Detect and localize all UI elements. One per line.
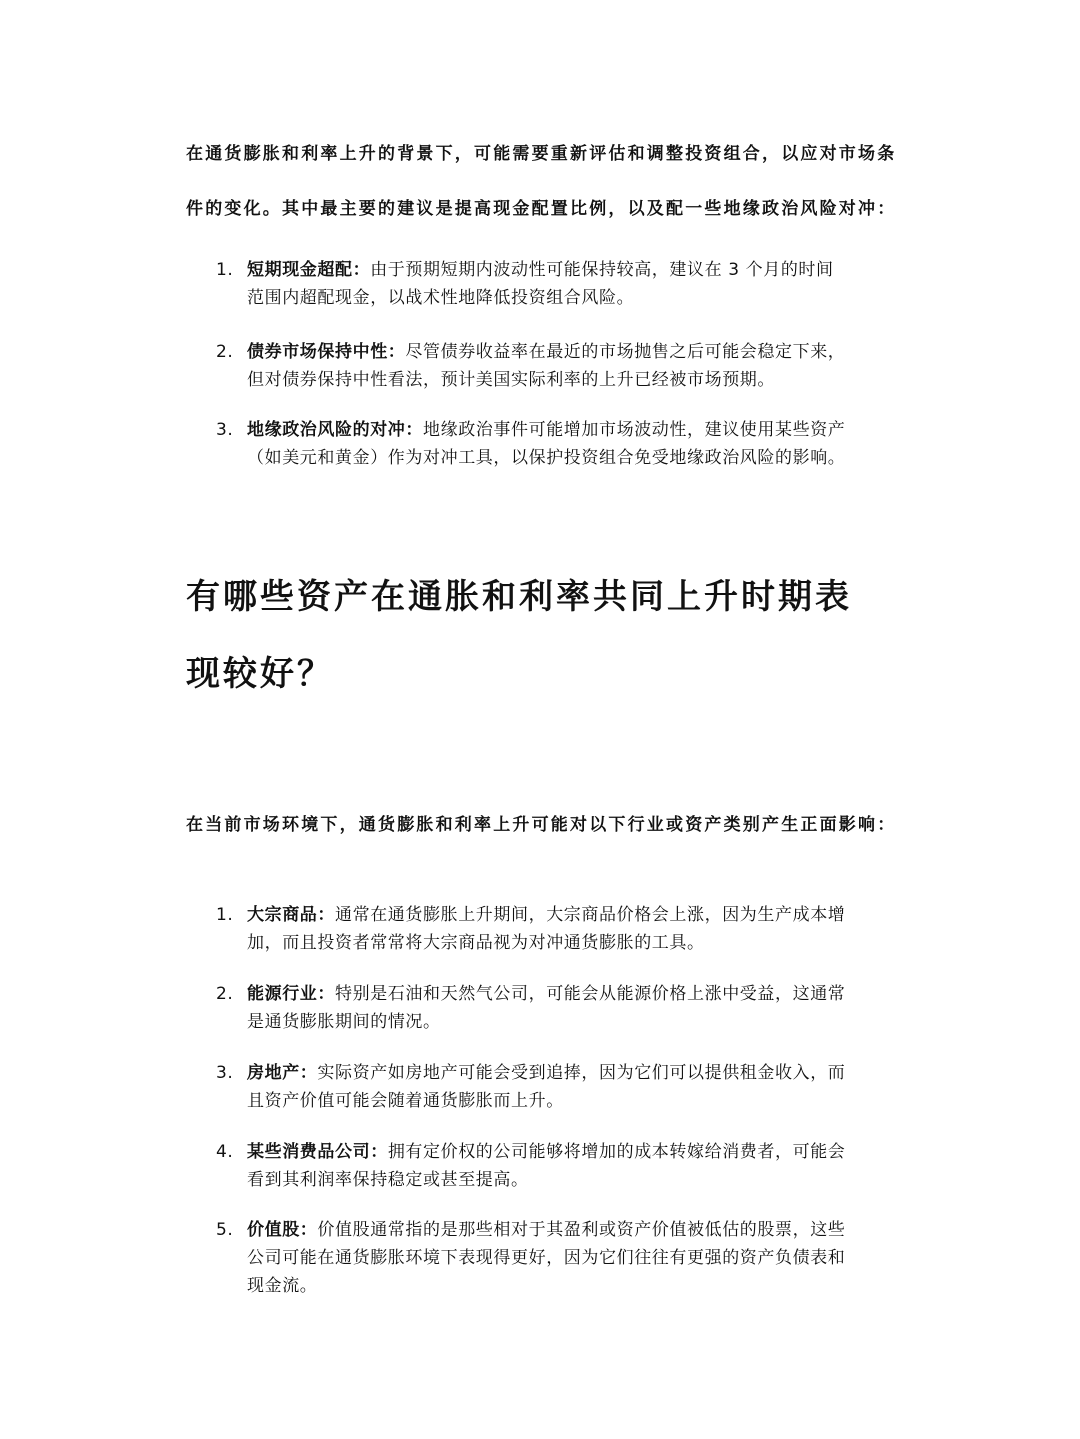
item-number: 3.: [216, 420, 234, 440]
section-heading-line-2: 现较好？: [186, 654, 334, 694]
item-text: 公司可能在通货膨胀环境下表现得更好，因为它们往往有更强的资产负债表和: [247, 1248, 846, 1268]
item-number: 1.: [216, 905, 234, 925]
item-number: 2.: [216, 342, 234, 362]
item-term: 地缘政治风险的对冲：: [247, 420, 423, 440]
item-term: 债券市场保持中性：: [247, 342, 406, 362]
intro2-line-1: 在当前市场环境下，通货膨胀和利率上升可能对以下行业或资产类别产生正面影响：: [186, 815, 897, 835]
item-text: 看到其利润率保持稳定或甚至提高。: [247, 1170, 529, 1190]
item-text: 价值股通常指的是那些相对于其盈利或资产价值被低估的股票，这些: [317, 1220, 846, 1240]
item-text: 且资产价值可能会随着通货膨胀而上升。: [247, 1091, 564, 1111]
item-term: 房地产：: [247, 1063, 318, 1083]
item-text: （如美元和黄金）作为对冲工具，以保护投资组合免受地缘政治风险的影响。: [247, 448, 846, 468]
item-term: 价值股：: [247, 1220, 318, 1240]
item-term: 某些消费品公司：: [247, 1142, 388, 1162]
item-text: 拥有定价权的公司能够将增加的成本转嫁给消费者，可能会: [387, 1142, 846, 1162]
item-text: 通常在通货膨胀上升期间，大宗商品价格会上涨，因为生产成本增: [335, 905, 846, 925]
item-text: 现金流。: [247, 1276, 318, 1296]
item-text: 尽管债券收益率在最近的市场抛售之后可能会稳定下来，: [405, 342, 846, 362]
section-heading-line-1: 有哪些资产在通胀和利率共同上升时期表: [186, 577, 852, 617]
item-text: 特别是石油和天然气公司，可能会从能源价格上涨中受益，这通常: [335, 984, 846, 1004]
item-text: 但对债券保持中性看法，预计美国实际利率的上升已经被市场预期。: [247, 370, 775, 390]
item-text: 是通货膨胀期间的情况。: [247, 1012, 441, 1032]
item-number: 4.: [216, 1142, 234, 1162]
item-term: 大宗商品：: [247, 905, 335, 925]
item-text: 范围内超配现金，以战术性地降低投资组合风险。: [247, 288, 635, 308]
item-term: 能源行业：: [247, 984, 335, 1004]
item-text: 由于预期短期内波动性可能保持较高，建议在 3 个月的时间: [370, 260, 834, 280]
intro-line-1: 在通货膨胀和利率上升的背景下，可能需要重新评估和调整投资组合，以应对市场条: [186, 144, 897, 164]
item-text: 加，而且投资者常常将大宗商品视为对冲通货膨胀的工具。: [247, 933, 705, 953]
item-text: 地缘政治事件可能增加市场波动性，建议使用某些资产: [423, 420, 846, 440]
item-number: 1.: [216, 260, 234, 280]
item-term: 短期现金超配：: [247, 260, 371, 280]
intro-line-2: 件的变化。其中最主要的建议是提高现金配置比例，以及配一些地缘政治风险对冲：: [186, 199, 897, 219]
item-number: 2.: [216, 984, 234, 1004]
item-text: 实际资产如房地产可能会受到追捧，因为它们可以提供租金收入，而: [317, 1063, 846, 1083]
item-number: 5.: [216, 1220, 234, 1240]
item-number: 3.: [216, 1063, 234, 1083]
